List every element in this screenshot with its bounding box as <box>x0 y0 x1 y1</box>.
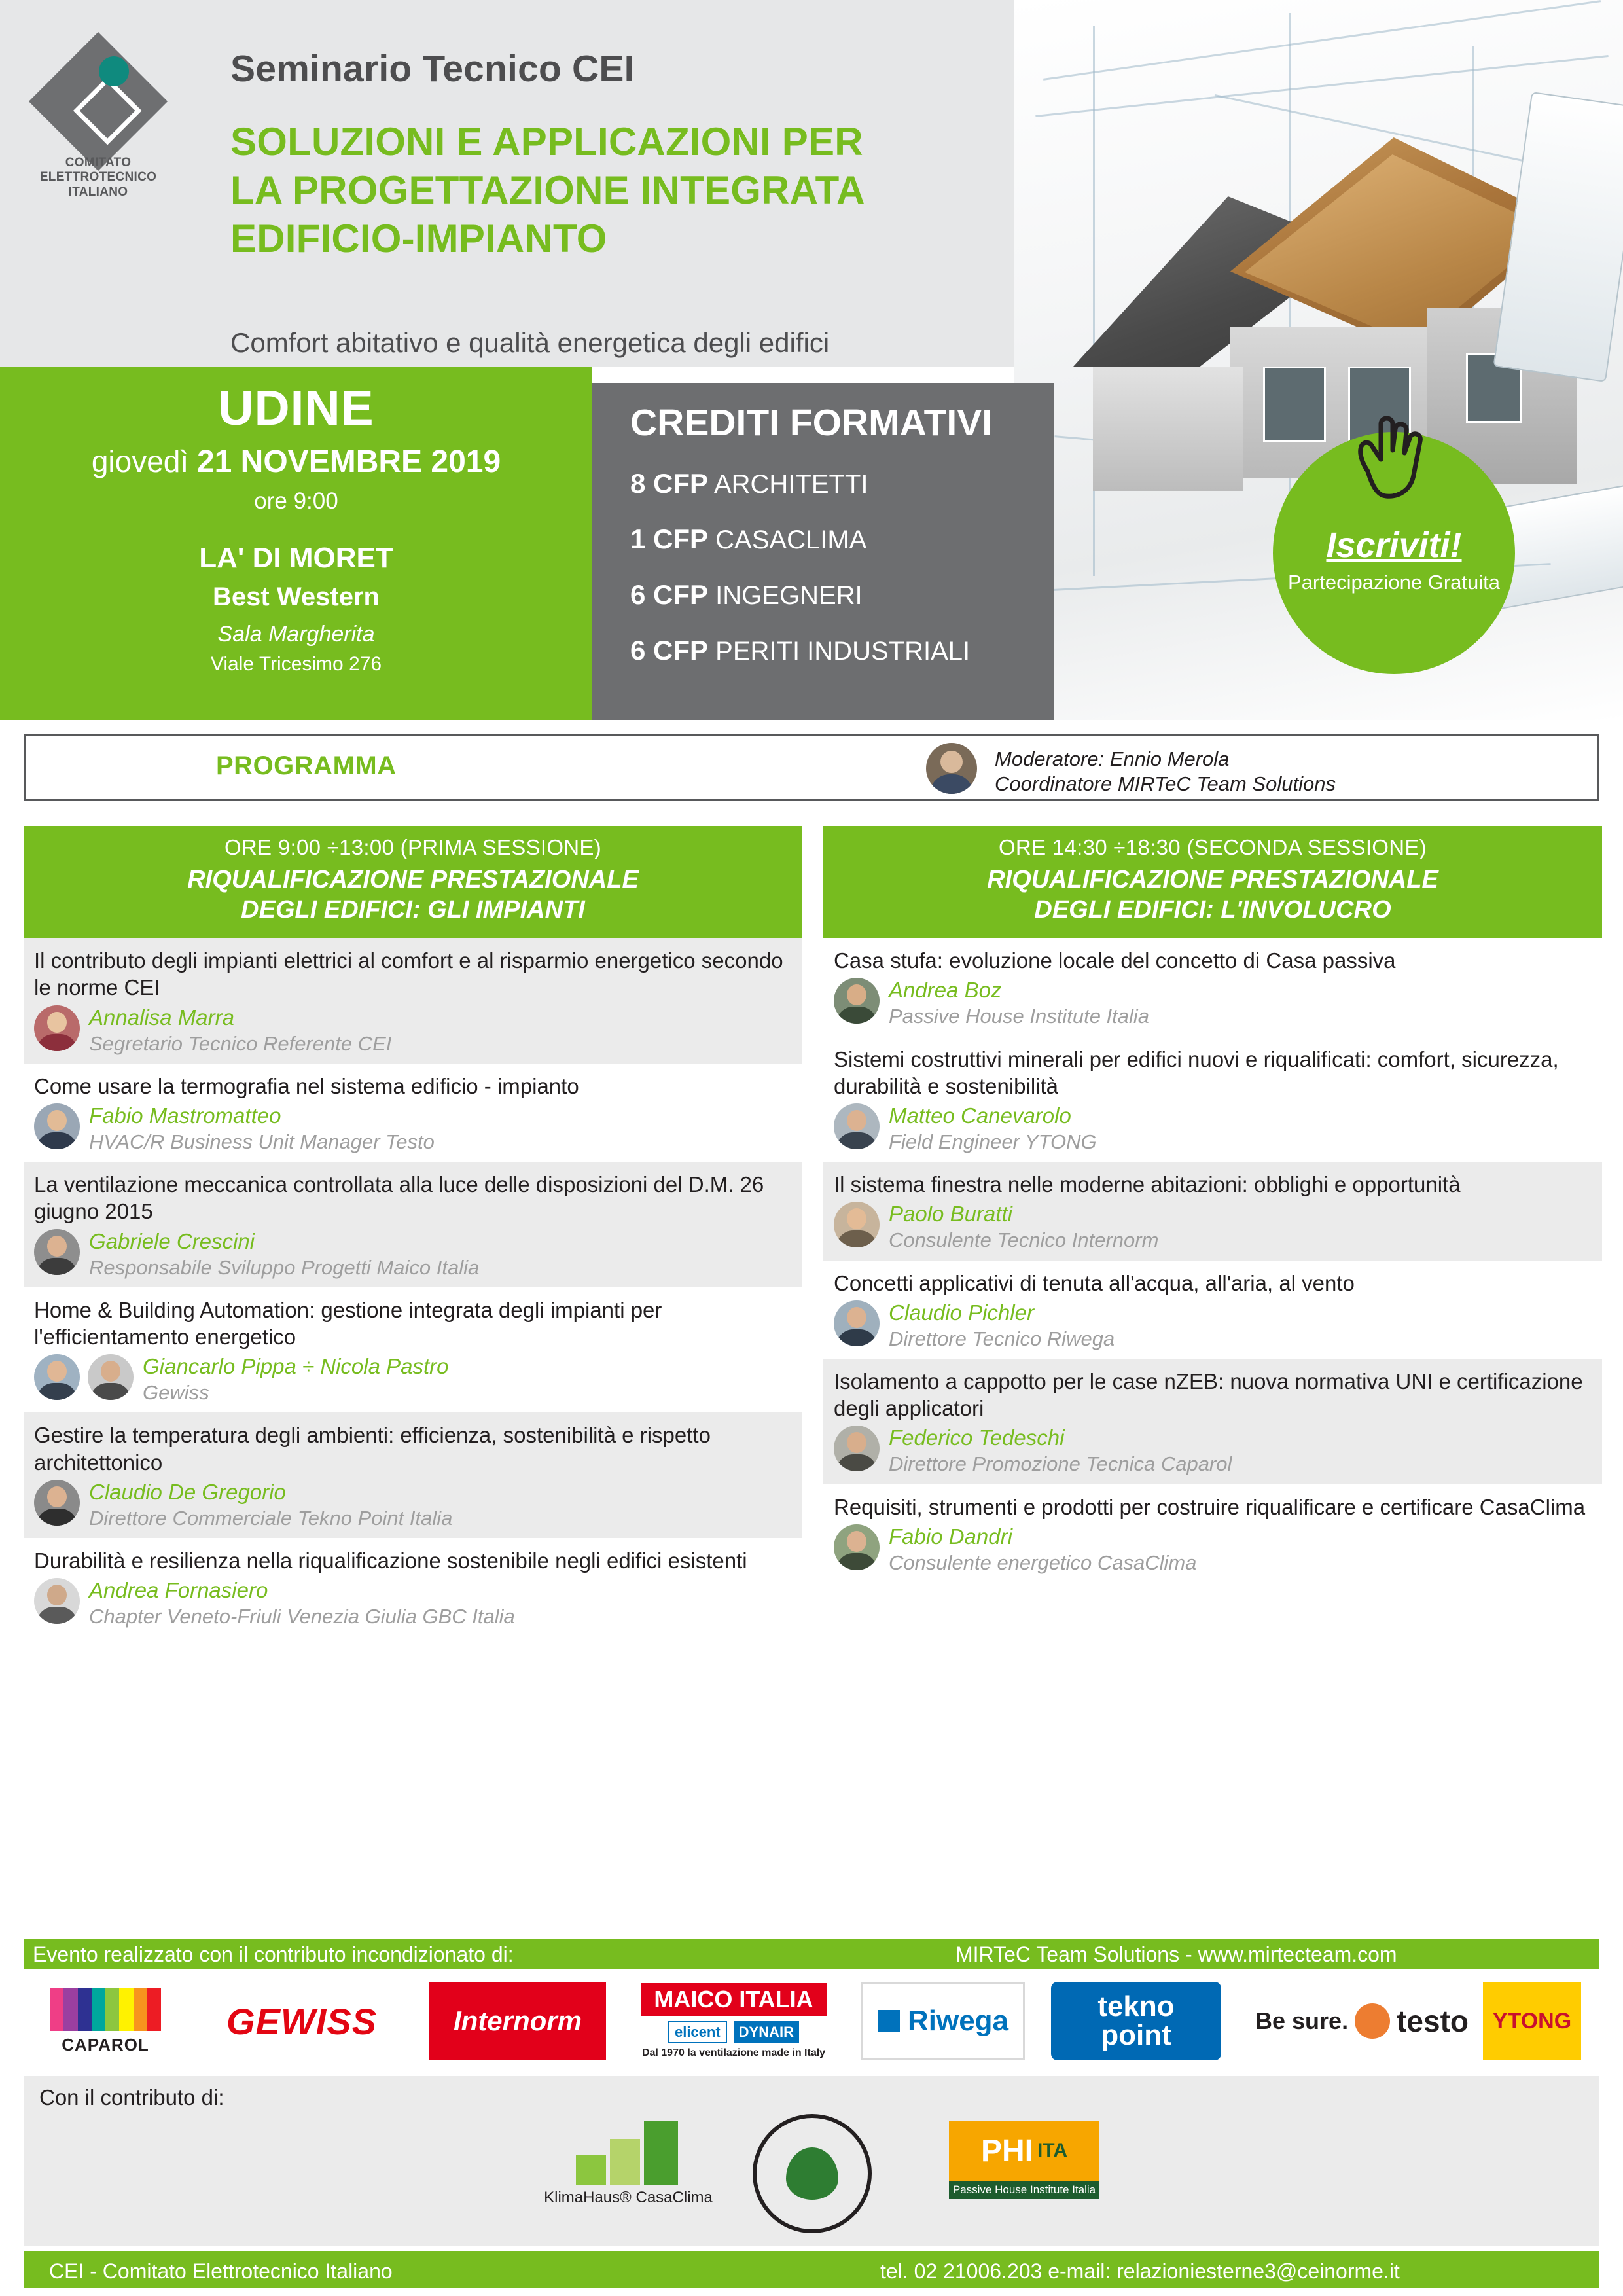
event-date-value: 21 NOVEMBRE 2019 <box>196 444 501 479</box>
contrib-logo-label: PHI <box>980 2133 1033 2168</box>
speaker-text <box>887 978 1149 1028</box>
sponsor-logo-label-2: point <box>1101 2019 1171 2051</box>
venue-chain: Best Western <box>213 583 380 611</box>
hand-pointer-icon <box>1348 412 1427 504</box>
speaker-name: Andrea Fornasiero <box>89 1578 268 1603</box>
sponsor-logo-label-2: testo <box>1397 2004 1469 2038</box>
event-date <box>0 444 592 480</box>
speaker-role: Direttore Promozione Tecnica Caparol <box>889 1452 1232 1476</box>
speaker-row <box>34 1103 792 1154</box>
speaker-text <box>887 1300 1115 1351</box>
speaker-avatar <box>834 1300 880 1346</box>
session-header <box>24 826 802 938</box>
title-line-2: LA PROGETTAZIONE INTEGRATA <box>230 168 865 212</box>
sponsor-logo-label: Internorm <box>453 2005 582 2036</box>
credit-amount: 6 CFP <box>630 635 709 666</box>
speaker-row <box>834 1426 1592 1476</box>
session-name-line-2: DEGLI EDIFICI: GLI IMPIANTI <box>241 895 585 924</box>
speaker-name: Annalisa Marra <box>89 1005 234 1030</box>
speaker-avatar <box>88 1354 134 1400</box>
speaker-avatars <box>34 1480 88 1526</box>
talk-item <box>823 1261 1602 1359</box>
sponsor-logo-maico <box>629 1982 838 2060</box>
speaker-role: Segretario Tecnico Referente CEI <box>89 1031 392 1055</box>
speaker-avatar <box>34 1480 80 1526</box>
event-weekday: giovedì <box>91 444 189 478</box>
sponsor-logo-testo <box>1254 1982 1470 2060</box>
contrib-logo-caption: Passive House Institute Italia <box>949 2181 1099 2199</box>
speaker-avatars <box>34 1005 88 1051</box>
speaker-role: Passive House Institute Italia <box>889 1005 1150 1028</box>
credits-band <box>592 383 1054 720</box>
speaker-role: Chapter Veneto-Friuli Venezia Giulia GBC Italia <box>89 1605 515 1628</box>
talk-item <box>24 938 802 1064</box>
speaker-row <box>834 1202 1592 1252</box>
speaker-avatar <box>34 1229 80 1275</box>
talk-title: Il sistema finestra nelle moderne abitazioni: obblighi e opportunità <box>834 1172 1461 1197</box>
speaker-role: Gewiss <box>143 1381 209 1405</box>
speaker-name: Andrea Boz <box>889 978 1002 1003</box>
session-column-left <box>24 826 802 1636</box>
session-name-line-1: RIQUALIFICAZIONE PRESTAZIONALE <box>987 866 1438 893</box>
speaker-avatar <box>834 1202 880 1247</box>
speaker-avatar <box>834 1426 880 1471</box>
speaker-name: Paolo Buratti <box>889 1202 1012 1227</box>
speaker-text <box>887 1524 1196 1575</box>
sponsor-sublogo-elicent: elicent <box>668 2021 727 2043</box>
sponsor-logo-label: Be sure. <box>1255 2007 1349 2034</box>
speaker-role: Direttore Commerciale Tekno Point Italia <box>89 1506 453 1530</box>
speaker-row <box>834 1103 1592 1154</box>
session-time: ORE 9:00 ÷13:00 (PRIMA SESSIONE) <box>224 835 602 859</box>
speaker-avatars <box>834 1300 887 1346</box>
event-city: UDINE <box>218 380 374 435</box>
talk-title: La ventilazione meccanica controllata alla luce delle disposizioni del D.M. 26 giugno 2015 <box>34 1172 764 1224</box>
sponsor-band-label: Evento realizzato con il contributo incondizionato di: <box>33 1943 514 1966</box>
sponsor-sublogo-dynair: DYNAIR <box>734 2021 799 2043</box>
talk-title: Durabilità e resilienza nella riqualificazione sostenibile negli edifici esistenti <box>34 1549 747 1573</box>
session-name-line-2: DEGLI EDIFICI: L'INVOLUCRO <box>1034 895 1391 924</box>
register-cta-sub: Partecipazione Gratuita <box>1288 571 1500 594</box>
credit-row <box>630 579 863 611</box>
speaker-text <box>887 1103 1097 1154</box>
riwega-mark-icon <box>878 2010 900 2032</box>
speaker-avatar <box>34 1578 80 1624</box>
sponsor-logo-label: Riwega <box>907 2005 1009 2037</box>
talk-item <box>823 1037 1602 1162</box>
credit-category: ARCHITETTI <box>713 470 868 499</box>
speaker-role: Responsabile Sviluppo Progetti Maico Italia <box>89 1255 480 1279</box>
talk-title: Isolamento a cappotto per le case nZEB: nuova normativa UNI e certificazione degli applicatori <box>834 1369 1583 1421</box>
speaker-name: Gabriele Crescini <box>89 1229 255 1253</box>
session-column-right <box>823 826 1602 1583</box>
speaker-text <box>88 1103 435 1154</box>
talk-title: Il contributo degli impianti elettrici al comfort e al risparmio energetico secondo le norme CEI <box>34 948 783 1000</box>
talk-item <box>24 1064 802 1162</box>
speaker-text <box>88 1480 452 1530</box>
seminar-label: Seminario Tecnico CEI <box>230 48 635 90</box>
speaker-text <box>887 1202 1158 1252</box>
sponsor-logo-tekno-point <box>1051 1982 1221 2060</box>
speaker-name: Matteo Canevarolo <box>889 1103 1071 1128</box>
contrib-logo-casaclima <box>543 2121 713 2225</box>
speaker-role: Field Engineer YTONG <box>889 1130 1097 1153</box>
speaker-avatars <box>834 978 887 1024</box>
speaker-role: Consulente energetico CasaClima <box>889 1551 1197 1574</box>
title-line-3: EDIFICIO-IMPIANTO <box>230 216 607 260</box>
talk-title: Requisiti, strumenti e prodotti per costruire riqualificare e certificare CasaClima <box>834 1494 1586 1519</box>
moderator-role: Coordinatore MIRTeC Team Solutions <box>995 772 1336 795</box>
venue-room: Sala Margherita <box>217 622 375 647</box>
speaker-text <box>141 1354 449 1405</box>
speaker-role: Consulente Tecnico Internorm <box>889 1229 1159 1252</box>
sponsor-logo-label: GEWISS <box>226 2000 378 2042</box>
sponsor-logo-label: MAICO ITALIA <box>641 1983 826 2016</box>
speaker-text <box>88 1005 391 1056</box>
speaker-name: Fabio Dandri <box>889 1524 1012 1549</box>
talk-title: Casa stufa: evoluzione locale del concetto di Casa passiva <box>834 948 1396 973</box>
event-info-band <box>0 367 592 720</box>
speaker-name: Claudio De Gregorio <box>89 1479 286 1504</box>
contributors-label: Con il contributo di: <box>39 2085 224 2109</box>
speaker-text <box>887 1426 1232 1476</box>
sponsor-logos-row <box>24 1977 1599 2068</box>
talk-item <box>823 1484 1602 1583</box>
logo-diamond-shape <box>29 32 168 171</box>
speaker-role: Direttore Tecnico Riwega <box>889 1327 1115 1350</box>
venue-address: Viale Tricesimo 276 <box>210 653 382 675</box>
credit-amount: 8 CFP <box>630 468 709 499</box>
moderator-name: Moderatore: Ennio Merola <box>995 747 1230 770</box>
event-time: ore 9:00 <box>254 488 338 514</box>
credit-amount: 1 CFP <box>630 524 709 554</box>
speaker-avatars <box>834 1202 887 1247</box>
sponsor-logo-label: YTONG <box>1492 2008 1572 2034</box>
testo-dot-icon <box>1355 2003 1390 2039</box>
speaker-avatar <box>34 1103 80 1149</box>
speaker-row <box>834 1524 1592 1575</box>
sponsor-logo-tagline: Dal 1970 la ventilazione made in Italy <box>641 2047 826 2058</box>
programma-title: PROGRAMMA <box>216 751 397 780</box>
talk-title: Concetti applicativi di tenuta all'acqua, all'aria, al vento <box>834 1270 1355 1295</box>
sponsor-logo-label: tekno <box>1097 1990 1175 2022</box>
speaker-row <box>34 1005 792 1056</box>
talk-title: Sistemi costruttivi minerali per edifici nuovi e riqualificati: comfort, sicurezza, durabilità e sostenibilità <box>834 1047 1559 1098</box>
sponsor-logo-gewiss <box>220 1982 383 2060</box>
poster-subtitle: Comfort abitativo e qualità energetica degli edifici <box>230 327 830 358</box>
speaker-row <box>34 1354 792 1405</box>
credit-amount: 6 CFP <box>630 579 709 610</box>
logo-teal-dot <box>99 56 129 86</box>
speaker-avatars <box>34 1354 141 1400</box>
speaker-row <box>34 1480 792 1530</box>
speaker-avatars <box>34 1103 88 1149</box>
contrib-logo-label: KlimaHaus® CasaClima <box>544 2189 713 2206</box>
talk-title: Come usare la termografia nel sistema edificio - impianto <box>34 1073 579 1098</box>
speaker-avatar <box>834 1103 880 1149</box>
credit-row <box>630 468 868 499</box>
speaker-avatar <box>834 978 880 1024</box>
credit-row <box>630 524 866 555</box>
sponsor-logo-caparol <box>43 1982 168 2060</box>
speaker-avatars <box>834 1426 887 1471</box>
contrib-logo-gbc-italia <box>753 2114 883 2225</box>
logo-inner-square <box>73 77 142 145</box>
talk-item <box>823 1359 1602 1484</box>
credit-category: INGEGNERI <box>715 581 863 610</box>
speaker-avatar <box>834 1524 880 1570</box>
speaker-name: Claudio Pichler <box>889 1300 1034 1325</box>
speaker-text <box>88 1578 515 1628</box>
speaker-text <box>88 1229 479 1280</box>
footer-contact[interactable]: tel. 02 21006.203 e-mail: relazioniesterne3@ceinorme.it <box>880 2259 1400 2283</box>
credits-title: CREDITI FORMATIVI <box>630 402 993 444</box>
speaker-row <box>834 978 1592 1028</box>
speaker-avatars <box>34 1578 88 1624</box>
organizer-website[interactable]: MIRTeC Team Solutions - www.mirtecteam.com <box>955 1943 1397 1966</box>
session-name <box>823 865 1602 925</box>
credit-category: CASACLIMA <box>715 526 867 554</box>
speaker-name: Federico Tedeschi <box>889 1426 1065 1450</box>
speaker-avatars <box>834 1524 887 1570</box>
contrib-logo-phi-ita <box>949 2121 1113 2225</box>
sponsor-logo-label: CAPAROL <box>62 2034 149 2054</box>
talk-item <box>24 1162 802 1287</box>
cei-logo <box>36 52 180 199</box>
talk-title: Gestire la temperatura degli ambienti: efficienza, sostenibilità e rispetto architettonico <box>34 1423 711 1475</box>
speaker-row <box>34 1578 792 1628</box>
talk-item <box>24 1538 802 1636</box>
talk-title: Home & Building Automation: gestione integrata degli impianti per l'efficientamento energetico <box>34 1297 662 1350</box>
speaker-row <box>834 1300 1592 1351</box>
sponsor-logo-riwega <box>861 1982 1025 2060</box>
speaker-name: Giancarlo Pippa ÷ Nicola Pastro <box>143 1354 449 1379</box>
speaker-row <box>34 1229 792 1280</box>
sponsor-logo-internorm <box>429 1982 606 2060</box>
speaker-avatars <box>34 1229 88 1275</box>
credit-category: PERITI INDUSTRIALI <box>715 637 971 666</box>
logo-caption: COMITATO ELETTROTECNICO ITALIANO <box>39 156 157 199</box>
session-time: ORE 14:30 ÷18:30 (SECONDA SESSIONE) <box>998 835 1427 859</box>
talk-item <box>823 1162 1602 1260</box>
footer-organization: CEI - Comitato Elettrotecnico Italiano <box>49 2259 393 2283</box>
speaker-avatars <box>834 1103 887 1149</box>
talk-item <box>24 1287 802 1413</box>
speaker-name: Fabio Mastromatteo <box>89 1103 281 1128</box>
speaker-role: HVAC/R Business Unit Manager Testo <box>89 1130 435 1153</box>
session-header <box>823 826 1602 938</box>
session-name-line-1: RIQUALIFICAZIONE PRESTAZIONALE <box>187 866 639 893</box>
title-line-1: SOLUZIONI E APPLICAZIONI PER <box>230 120 863 164</box>
sponsor-logo-ytong <box>1483 1982 1581 2060</box>
session-name <box>24 865 802 925</box>
speaker-avatar <box>34 1005 80 1051</box>
credit-row <box>630 635 970 666</box>
poster-main-title <box>230 118 1055 262</box>
talk-item <box>24 1412 802 1538</box>
speaker-avatar <box>34 1354 80 1400</box>
talk-item <box>823 938 1602 1036</box>
register-cta-label: Iscriviti! <box>1326 526 1462 565</box>
venue-name: LA' DI MORET <box>199 542 393 574</box>
contrib-logo-label-sub: ITA <box>1037 2140 1068 2161</box>
moderator-avatar <box>926 743 977 794</box>
